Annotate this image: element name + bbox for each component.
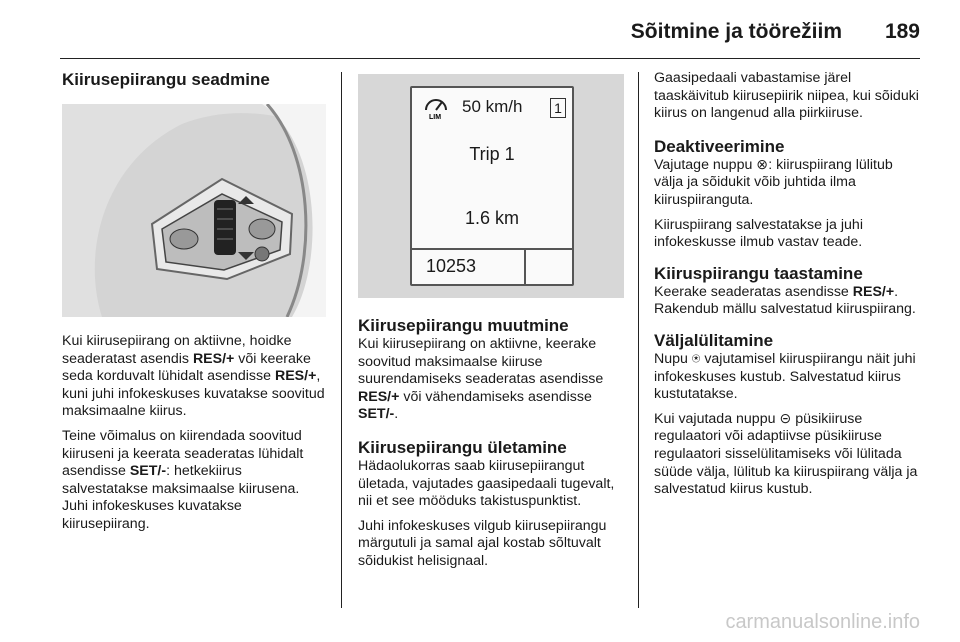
column-middle xyxy=(358,70,624,578)
trip-distance: 1.6 km xyxy=(464,208,520,228)
section-title: Kiirusepiirangu ületamine xyxy=(358,437,567,457)
speed-limit-value: 50 km/h xyxy=(462,97,523,116)
paragraph: Kui kiirusepiirang on aktiivne, keerake soovitud maksimaalse kiiruse suurendamiseks seaderatas asendisse RES/+ või vähendamiseks asendisse SET/-. xyxy=(358,336,604,423)
paragraph: Juhi infokeskuses vilgub kiirusepiirangu märgutuli ja samal ajal kostab sõltuvalt sõidukist helisignaal. xyxy=(358,517,607,569)
section-title: Kiirusepiirangu seadmine xyxy=(62,70,270,89)
section-title: Deaktiveerimine xyxy=(654,136,785,156)
column-left xyxy=(62,70,326,541)
page-header xyxy=(60,14,920,59)
paragraph: Teine võimalus on kiirendada soovitud kiiruseni ja keerata seaderatas lühidalt asendisse SET/-: hetkekiirus salvestatakse maksimaalse kiirusena. Juhi infokeskuses kuvatakse kiirusepiirang. xyxy=(62,427,304,532)
speed-limiter-icon: ⍟ xyxy=(691,350,701,367)
display-divider xyxy=(524,250,526,284)
column-divider xyxy=(341,72,342,608)
paragraph: Keerake seaderatas asendisse RES/+. Rakendub mällu salvestatud kiiruspiirang. xyxy=(654,283,916,318)
steering-wheel-illustration xyxy=(62,104,326,317)
page-title: Sõitmine ja töörežiim xyxy=(630,20,842,43)
section-title: Kiiruspiirangu taastamine xyxy=(654,263,863,283)
speed-limiter-icon xyxy=(422,94,450,120)
display-top-row xyxy=(412,88,572,128)
cancel-icon: ⊗ xyxy=(756,156,769,173)
trip-label: Trip 1 xyxy=(469,144,515,164)
cruise-control-icon: ⊝ xyxy=(779,410,792,427)
watermark: carmanualsonline.info xyxy=(725,611,920,633)
display-bottom-row xyxy=(412,248,572,284)
paragraph: Kui kiirusepiirang on aktiivne, hoidke seaderatast asendis RES/+ või keerake seda korduvalt lühidalt asendisse RES/+, kuni juhi infokeskuses kuvatakse soovitud maksimaalne kiirus. xyxy=(62,333,325,420)
paragraph: Kiiruspiirang salvestatakse ja juhi infokeskusse ilmub vastav teade. xyxy=(654,216,863,251)
driver-info-display xyxy=(410,86,574,286)
paragraph: Gaasipedaali vabastamise järel taaskäivitub kiirusepiirik niipea, kui sõiduki kiirus on langenud alla piirkiiruse. xyxy=(654,70,919,122)
paragraph: Kui vajutada nuppu ⊝ püsikiiruse regulaatori või adaptiivse püsikiiruse regulaatori sisselülitamiseks või lülitada süüde välja, lülitub ka kiiruspiirang välja ja salvestatud kiirus kustub. xyxy=(654,410,918,498)
column-right xyxy=(654,70,924,506)
column-divider xyxy=(638,72,639,608)
steering-wheel-image xyxy=(62,104,326,317)
svg-text:LIM: LIM xyxy=(429,114,442,120)
gear-indicator: 1 xyxy=(550,98,566,118)
cluster-illustration xyxy=(358,74,624,298)
paragraph: Hädaolukorras saab kiirusepiirangut ületada, vajutades gaasipedaali tugevalt, nii et see mööduks takistuspunktist. xyxy=(358,457,615,510)
page-number: 189 xyxy=(884,20,920,43)
section-title: Väljalülitamine xyxy=(654,330,774,350)
section-title: Kiirusepiirangu muutmine xyxy=(358,316,569,335)
odometer: 10253 xyxy=(426,256,477,276)
paragraph: Nupu ⍟ vajutamisel kiiruspiirangu näit juhi infokeskuses kustub. Salvestatud kiirus kustutatakse. xyxy=(654,350,916,403)
paragraph: Vajutage nuppu ⊗: kiiruspiirang lülitub välja ja sõidukit võib juhtida ilma kiiruspiiranguta. xyxy=(654,156,893,208)
